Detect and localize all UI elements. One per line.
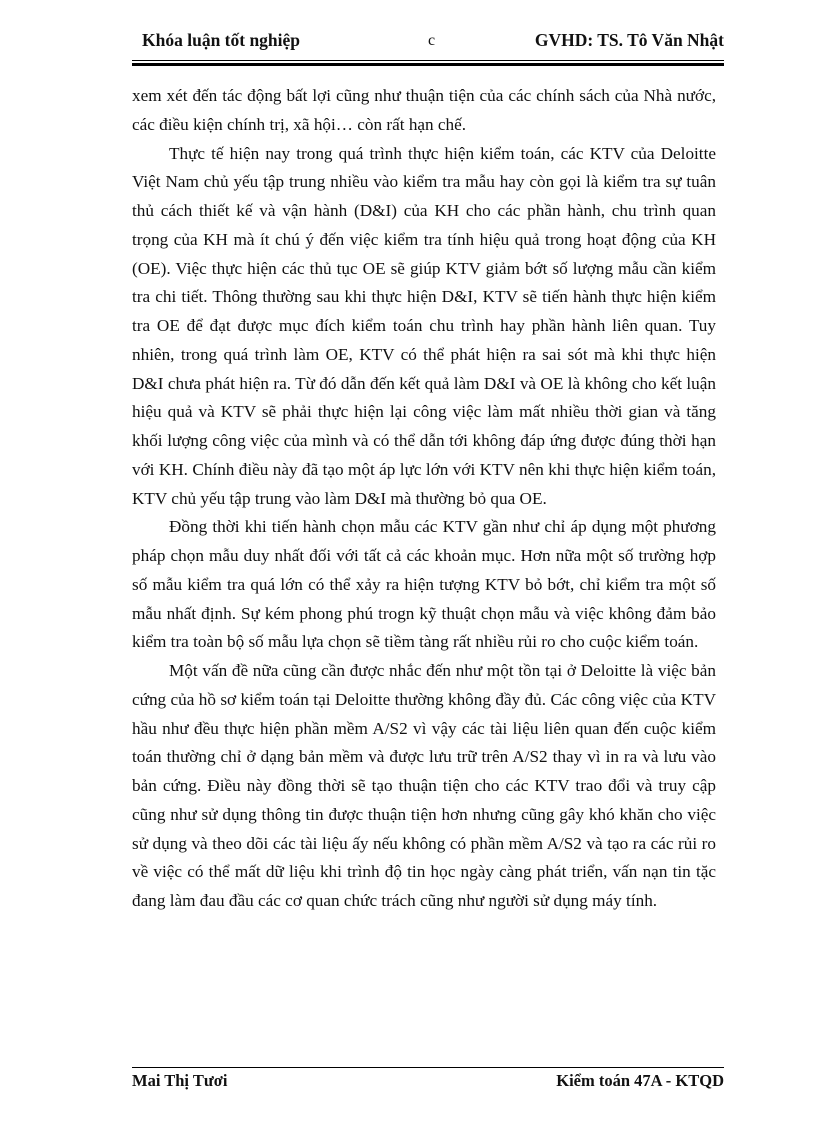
paragraph-continuation: xem xét đến tác động bất lợi cũng như thuận tiện của các chính sách của Nhà nước, các điều kiện chính trị, xã hội… còn rất hạn chế. (132, 86, 716, 134)
footer-author: Mai Thị Tươi (132, 1071, 228, 1090)
body-text (132, 82, 716, 916)
header-rule-thick (132, 63, 724, 66)
page-footer (132, 1071, 724, 1095)
header-rule-thin (132, 60, 724, 61)
header-thesis-title: Khóa luận tốt nghiệp (142, 30, 301, 50)
paragraph-hard-copy-files: Một vấn đề nữa cũng cần được nhắc đến như một tồn tại ở Deloitte là việc bản cứng của hồ sơ kiểm toán tại Deloitte thường không đầy đủ. Các công việc của KTV hầu như đều thực hiện phần mềm A/S2 vì vậy các tài liệu liên quan đến cuộc kiểm toán thường chỉ ở dạng bản mềm và được lưu trữ trên A/S2 thay vì in ra và lưu vào bản cứng. Điều này đồng thời sẽ tạo thuận tiện cho các KTV trao đổi và truy cập cũng như sử dụng thông tin được thuận tiện hơn nhưng cũng gây khó khăn cho việc sử dụng và theo dõi các tài liệu ấy nếu không có phần mềm A/S2 và tạo ra các rủi ro về việc có thể mất dữ liệu khi trình độ tin học ngày càng phát triển, vấn nạn tin tặc đang làm đau đầu các cơ quan chức trách cũng như người sử dụng máy tính. (132, 661, 716, 910)
footer-class: Kiểm toán 47A - KTQD (556, 1071, 724, 1090)
header-advisor: GVHD: TS. Tô Văn Nhật (534, 30, 724, 50)
page-header (132, 30, 724, 56)
paragraph-sampling: Đồng thời khi tiến hành chọn mẫu các KTV gần như chỉ áp dụng một phương pháp chọn mẫu duy nhất đối với tất cả các khoản mục. Hơn nữa một số trường hợp số mẫu kiểm tra quá lớn có thể xảy ra hiện tượng KTV bỏ bớt, chỉ kiểm tra một số mẫu nhất định. Sự kém phong phú trogn kỹ thuật chọn mẫu và việc không đảm bảo kiểm tra toàn bộ số mẫu lựa chọn sẽ tiềm tàng rất nhiều rủi ro cho cuộc kiểm toán. (132, 517, 716, 652)
paragraph-oe-testing: Thực tế hiện nay trong quá trình thực hiện kiểm toán, các KTV của Deloitte Việt Nam chủ yếu tập trung nhiều vào kiểm tra mẫu hay còn gọi là kiểm tra sự tuân thủ cách thiết kế và vận hành (D&I) của KH cho các phần hành, chu trình quan trọng của KH mà ít chú ý đến việc kiểm tra tính hiệu quả trong hoạt động của KH (OE). Việc thực hiện các thủ tục OE sẽ giúp KTV giảm bớt số lượng mẫu cần kiểm tra chi tiết. Thông thường sau khi thực hiện D&I, KTV sẽ tiến hành thực hiện kiểm tra OE để đạt được mục đích kiểm toán chu trình hay phần hành liên quan. Tuy nhiên, trong quá trình làm OE, KTV có thể phát hiện ra sai sót mà khi thực hiện D&I chưa phát hiện ra. Từ đó dẫn đến kết quả làm D&I và OE là không cho kết luận hiệu quả và KTV sẽ phải thực hiện lại công việc làm mất nhiều thời gian và tăng khối lượng công việc của mình và có thể dẫn tới không đáp ứng được đúng thời hạn với KH. Chính điều này đã tạo một áp lực lớn với KTV nên khi thực hiện kiểm toán, KTV chủ yếu tập trung vào làm D&I mà thường bỏ qua OE. (132, 143, 716, 508)
header-center-mark: c (428, 32, 436, 49)
footer-rule (132, 1067, 724, 1068)
